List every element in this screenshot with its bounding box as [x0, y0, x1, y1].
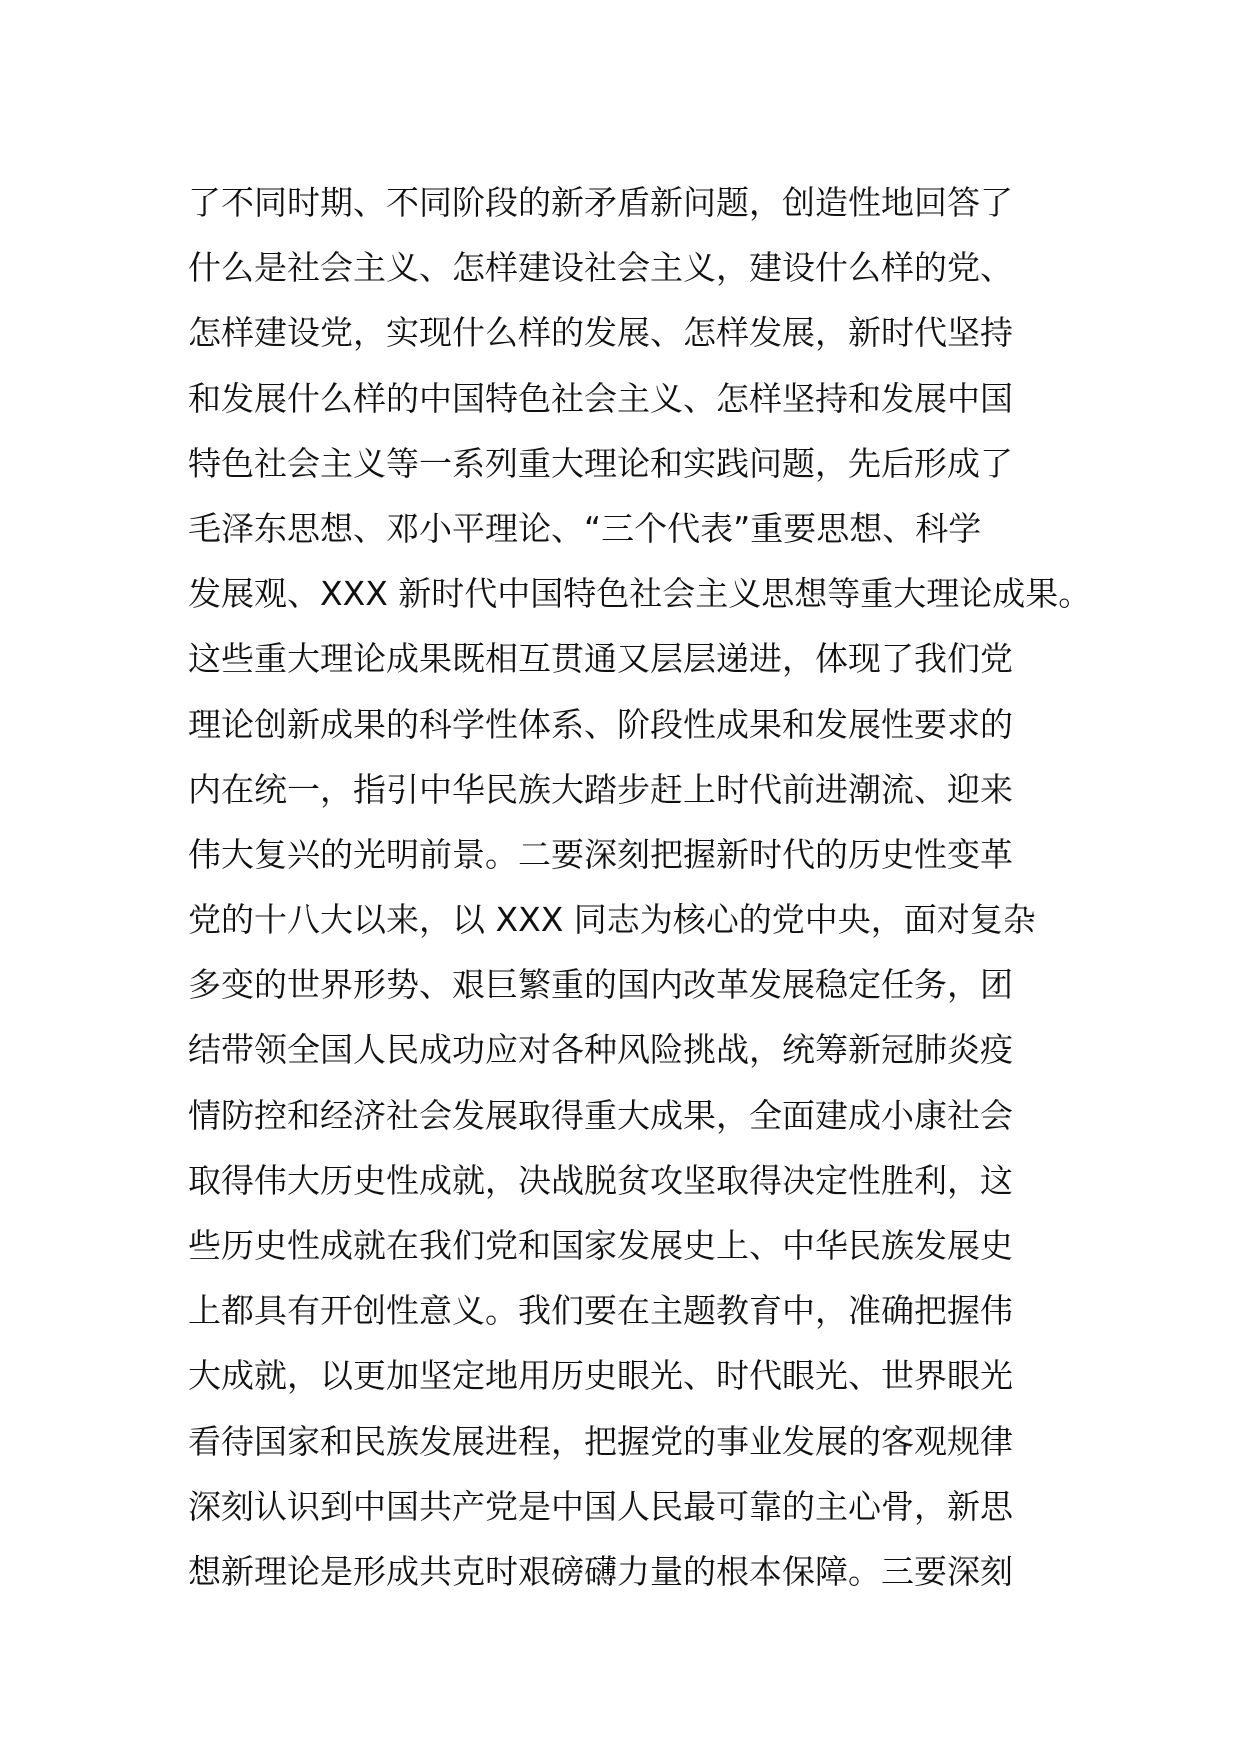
text-line: 内在统一，指引中华民族大踏步赶上时代前进潮流、迎来 — [188, 769, 1013, 809]
text-line: 情防控和经济社会发展取得重大成果，全面建成小康社会 — [188, 1095, 1013, 1135]
text-line: 上都具有开创性意义。我们要在主题教育中，准确把握伟 — [188, 1291, 1013, 1331]
text-line: 大成就，以更加坚定地用历史眼光、时代眼光、世界眼光 — [188, 1356, 1013, 1396]
text-line: 深刻认识到中国共产党是中国人民最可靠的主心骨，新思 — [188, 1486, 1013, 1526]
text-line: 伟大复兴的光明前景。二要深刻把握新时代的历史性变革 — [188, 834, 1013, 874]
text-line: 党的十八大以来，以 XXX 同志为核心的党中央，面对复杂 — [188, 900, 1036, 940]
body-text — [188, 170, 1092, 1604]
text-line: 多变的世界形势、艰巨繁重的国内改革发展稳定任务，团 — [188, 965, 1013, 1005]
text-line: 结带领全国人民成功应对各种风险挑战，统筹新冠肺炎疫 — [188, 1030, 1013, 1070]
text-line: 和发展什么样的中国特色社会主义、怎样坚持和发展中国 — [188, 378, 1013, 418]
text-line: 些历史性成就在我们党和国家发展史上、中华民族发展史 — [188, 1226, 1013, 1265]
text-line: 了不同时期、不同阶段的新矛盾新问题，创造性地回答了 — [188, 183, 1013, 222]
text-line: 特色社会主义等一系列重大理论和实践问题，先后形成了 — [188, 443, 1013, 483]
text-line: 取得伟大历史性成就，决战脱贫攻坚取得决定性胜利，这 — [188, 1160, 1013, 1200]
text-line: 怎样建设党，实现什么样的发展、怎样发展，新时代坚持 — [188, 313, 1013, 353]
text-line: 理论创新成果的科学性体系、阶段性成果和发展性要求的 — [188, 704, 1013, 744]
text-line: 这些重大理论成果既相互贯通又层层递进，体现了我们党 — [188, 639, 1013, 679]
text-line: 毛泽东思想、邓小平理论、“三个代表”重要思想、科学 — [188, 508, 982, 548]
text-line: 什么是社会主义、怎样建设社会主义，建设什么样的党、 — [188, 248, 1013, 288]
text-line: 想新理论是形成共克时艰磅礴力量的根本保障。三要深刻 — [188, 1551, 1013, 1591]
text-line: 看待国家和民族发展进程，把握党的事业发展的客观规律 — [188, 1421, 1013, 1461]
text-line: 发展观、XXX 新时代中国特色社会主义思想等重大理论成果。 — [188, 574, 1092, 614]
